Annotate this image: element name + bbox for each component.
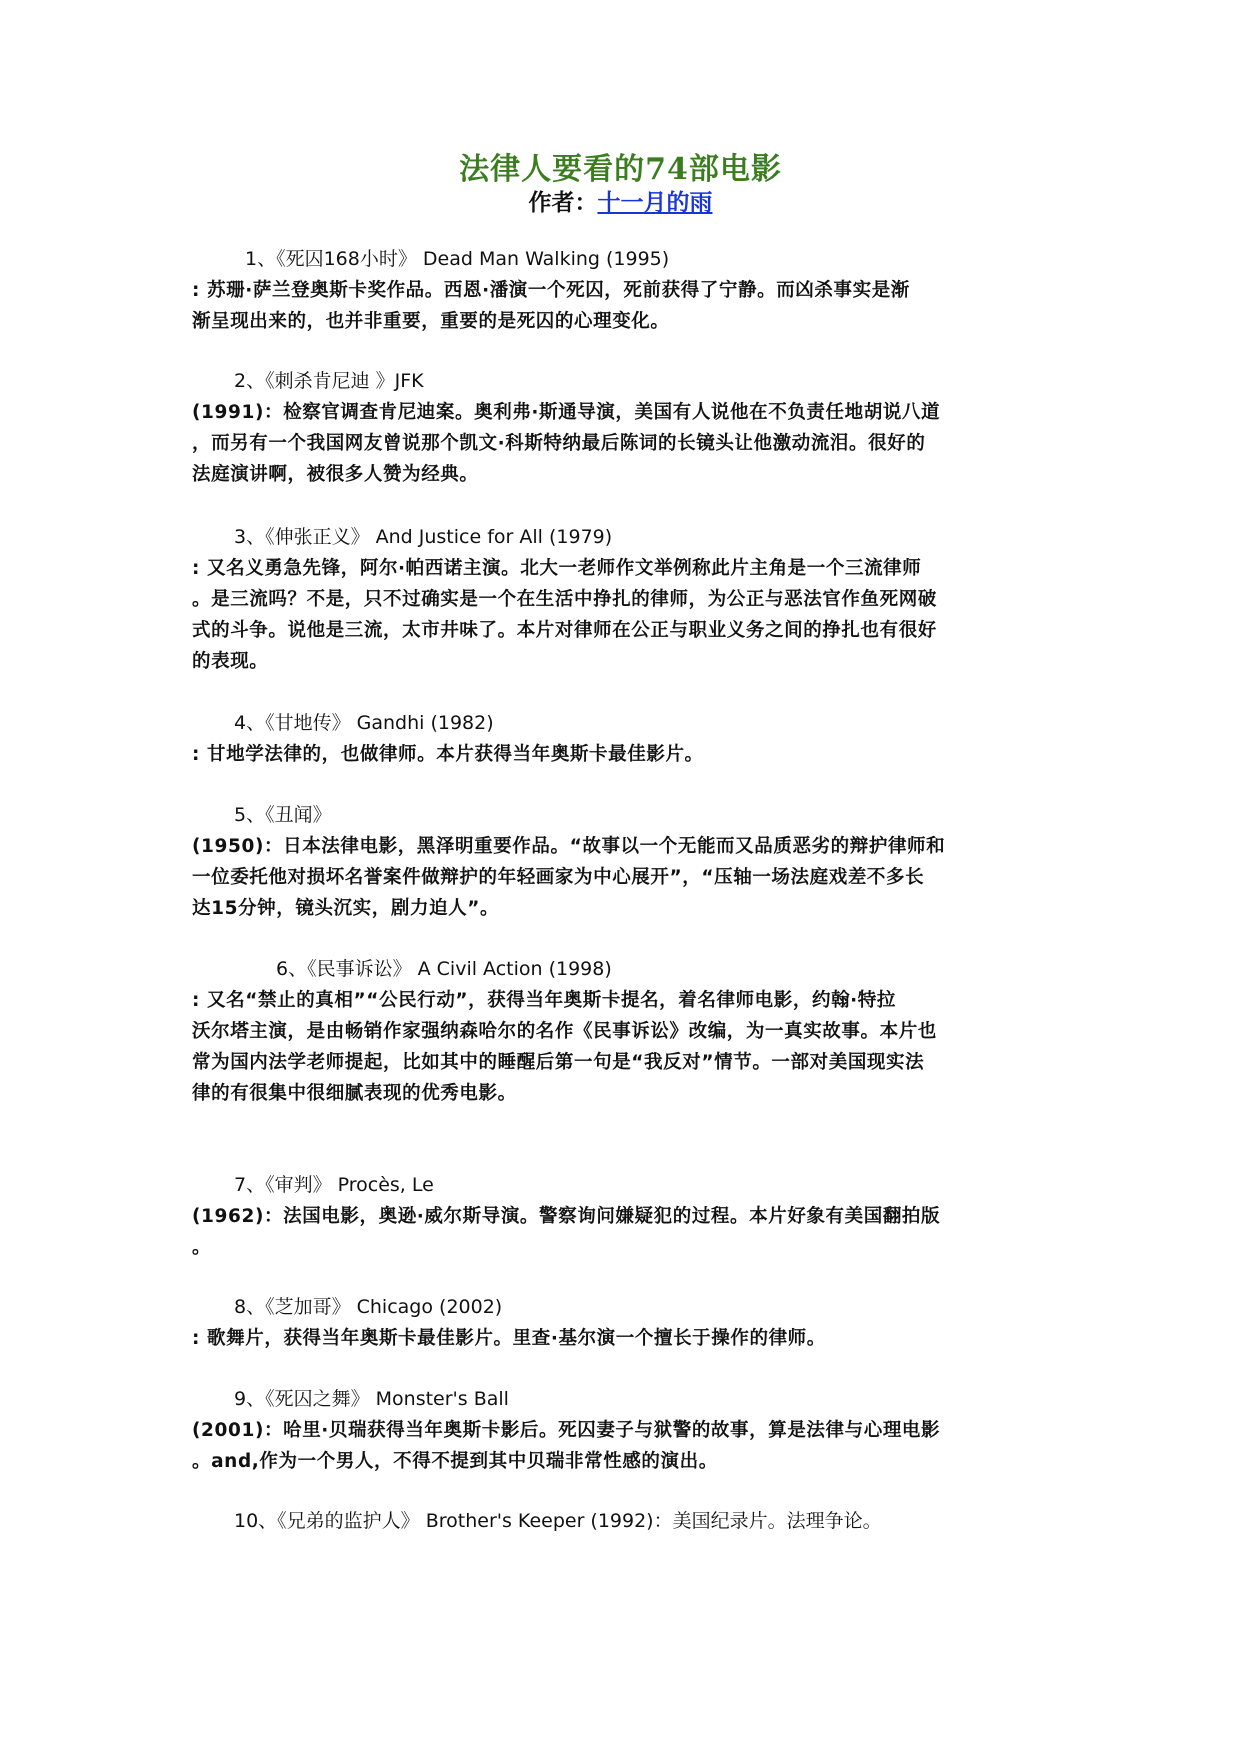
entry-line: 式的斗争。说他是三流，太市井味了。本片对律师在公正与职业义务之间的挣扎也有很好 bbox=[192, 620, 937, 641]
entry-description bbox=[192, 397, 1052, 490]
entry-description bbox=[192, 831, 1052, 924]
entry-line: (1950)：日本法律电影，黑泽明重要作品。“故事以一个无能而又品质恶劣的辩护律师和 bbox=[192, 836, 946, 857]
movie-entry-7 bbox=[192, 1170, 1052, 1263]
entry-heading: 4、《甘地传》 Gandhi (1982) bbox=[234, 712, 494, 734]
entry-line: (2001)：哈里·贝瑞获得当年奥斯卡影后。死囚妻子与狱警的故事，算是法律与心理电影 bbox=[192, 1420, 941, 1441]
movie-entry-6 bbox=[192, 954, 1052, 1109]
entry-line: 沃尔塔主演，是由畅销作家强纳森哈尔的名作《民事诉讼》改编，为一真实故事。本片也 bbox=[192, 1021, 937, 1042]
entry-line: 律的有很集中很细腻表现的优秀电影。 bbox=[192, 1083, 517, 1104]
entry-heading: 5、《丑闻》 bbox=[234, 804, 332, 826]
entry-description bbox=[192, 275, 1052, 337]
entry-line: 。是三流吗？不是，只不过确实是一个在生活中挣扎的律师，为公正与恶法官作鱼死网破 bbox=[192, 589, 937, 610]
entry-line: ，而另有一个我国网友曾说那个凯文·科斯特纳最后陈词的长镜头让他激动流泪。很好的 bbox=[192, 433, 926, 454]
author-line bbox=[0, 184, 1241, 217]
entry-description bbox=[192, 739, 1052, 770]
movie-entry-5 bbox=[192, 800, 1052, 924]
entry-description bbox=[192, 1415, 1052, 1477]
entry-heading: 1、《死囚168小时》 Dead Man Walking (1995) bbox=[245, 248, 670, 270]
movie-entry-1 bbox=[192, 244, 1052, 337]
entry-line: 一位委托他对损坏名誉案件做辩护的年轻画家为中心展开”，“压轴一场法庭戏差不多长 bbox=[192, 867, 925, 888]
entry-line: 常为国内法学老师提起，比如其中的睡醒后第一句是“我反对”情节。一部对美国现实法 bbox=[192, 1052, 925, 1073]
movie-entry-3 bbox=[192, 522, 1052, 677]
entry-line: 达15分钟，镜头沉实，剧力迫人”。 bbox=[192, 898, 500, 919]
entry-line: : 甘地学法律的，也做律师。本片获得当年奥斯卡最佳影片。 bbox=[192, 744, 704, 765]
entry-line: 的表现。 bbox=[192, 651, 269, 672]
entry-heading: 8、《芝加哥》 Chicago (2002) bbox=[234, 1296, 503, 1318]
page-title: 法律人要看的74部电影 bbox=[459, 152, 782, 187]
entry-line: : 苏珊·萨兰登奥斯卡奖作品。西恩·潘演一个死囚，死前获得了宁静。而凶杀事实是渐 bbox=[192, 280, 910, 301]
entry-heading: 9、《死囚之舞》 Monster's Ball bbox=[234, 1388, 509, 1410]
entry-description bbox=[192, 985, 1052, 1109]
entry-line: 渐呈现出来的，也并非重要，重要的是死囚的心理变化。 bbox=[192, 311, 670, 332]
entry-line: 。 bbox=[192, 1237, 212, 1258]
entry-line: 。and,作为一个男人，不得不提到其中贝瑞非常性感的演出。 bbox=[192, 1451, 718, 1472]
entry-description bbox=[192, 1201, 1052, 1263]
movie-entry-10 bbox=[192, 1506, 1052, 1537]
author-link[interactable]: 十一月的雨 bbox=[597, 190, 713, 216]
entry-heading: 7、《审判》 Procès, Le bbox=[234, 1174, 434, 1196]
entry-line: : 歌舞片，获得当年奥斯卡最佳影片。里查·基尔演一个擅长于操作的律师。 bbox=[192, 1328, 826, 1349]
entry-line: 法庭演讲啊，被很多人赞为经典。 bbox=[192, 464, 479, 485]
entry-line: : 又名“禁止的真相”“公民行动”，获得当年奥斯卡提名，着名律师电影，约翰·特拉 bbox=[192, 990, 897, 1011]
entry-line: : 又名义勇急先锋，阿尔·帕西诺主演。北大一老师作文举例称此片主角是一个三流律师 bbox=[192, 558, 922, 579]
author-label: 作者： bbox=[528, 190, 598, 216]
movie-entry-9 bbox=[192, 1384, 1052, 1477]
entry-line: (1991)：检察官调查肯尼迪案。奥利弗·斯通导演，美国有人说他在不负责任地胡说八道 bbox=[192, 402, 941, 423]
entry-description bbox=[192, 1323, 1052, 1354]
entry-heading: 6、《民事诉讼》 A Civil Action (1998) bbox=[276, 958, 612, 980]
movie-entry-2 bbox=[192, 366, 1052, 490]
entry-description bbox=[192, 553, 1052, 677]
movie-entry-4 bbox=[192, 708, 1052, 770]
entry-heading: 10、《兄弟的监护人》 Brother's Keeper (1992)：美国纪录片。法理争论。 bbox=[234, 1510, 882, 1532]
entry-heading: 2、《刺杀肯尼迪 》JFK bbox=[234, 370, 424, 392]
entry-line: (1962)：法国电影，奥逊·威尔斯导演。警察询问嫌疑犯的过程。本片好象有美国翻拍版 bbox=[192, 1206, 941, 1227]
movie-entry-8 bbox=[192, 1292, 1052, 1354]
entry-heading: 3、《伸张正义》 And Justice for All (1979) bbox=[234, 526, 613, 548]
